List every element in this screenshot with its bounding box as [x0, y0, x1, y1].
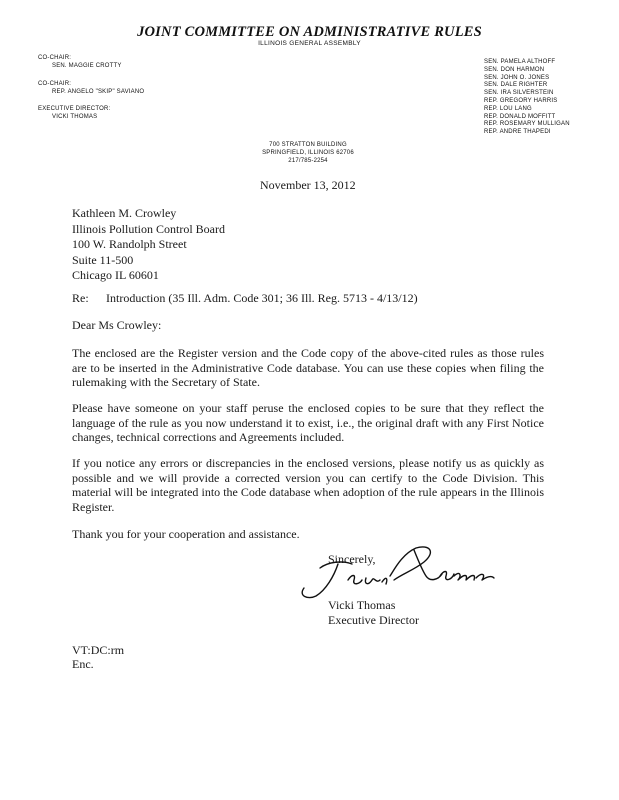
- body-paragraph: If you notice any errors or discrepancies in the enclosed versions, please notify us as quickly as possible and we will provide a corrected version you can certify to the Code Division. This material will be integrated into the Code database when adoption of the rule appears in the Illinois Register.: [72, 456, 544, 514]
- co-chair-2-name: REP. ANGELO "SKIP" SAVIANO: [52, 89, 145, 95]
- recipient-line: Kathleen M. Crowley: [72, 206, 177, 220]
- director-label: EXECUTIVE DIRECTOR:: [38, 106, 111, 112]
- body-paragraph: Thank you for your cooperation and assistance.: [72, 527, 300, 541]
- member-name: SEN. DON HARMON: [484, 66, 545, 73]
- member-name: SEN. DALE RIGHTER: [484, 82, 548, 89]
- recipient-address: [72, 206, 225, 284]
- co-chair-2-label: CO-CHAIR:: [38, 81, 72, 87]
- committee-subtitle: ILLINOIS GENERAL ASSEMBLY: [258, 40, 361, 47]
- subject-label: Re:: [72, 291, 89, 305]
- subject-line: [72, 291, 418, 306]
- committee-title: JOINT COMMITTEE ON ADMINISTRATIVE RULES: [137, 24, 482, 40]
- subject-text: Introduction (35 Ill. Adm. Code 301; 36 Ill. Reg. 5713 - 4/13/12): [106, 291, 418, 305]
- letter-date: November 13, 2012: [260, 178, 356, 192]
- address-line-1: 700 STRATTON BUILDING: [269, 142, 347, 148]
- member-name: SEN. IRA SILVERSTEIN: [484, 90, 554, 97]
- co-chair-1-label: CO-CHAIR:: [38, 55, 72, 61]
- director-name: VICKI THOMAS: [52, 114, 98, 120]
- signer-block: [328, 598, 419, 628]
- typist-initials: VT:DC:rm: [72, 643, 125, 657]
- address-phone: 217/785-2254: [288, 158, 328, 164]
- body-paragraph: Please have someone on your staff peruse the enclosed copies to be sure that they reflect the language of the rule as you now understand it to exist, i.e., the original draft with any First Notice changes, technical corrections and Agreements included.: [72, 401, 544, 444]
- recipient-line: 100 W. Randolph Street: [72, 237, 187, 251]
- recipient-line: Illinois Pollution Control Board: [72, 221, 226, 236]
- member-name: REP. LOU LANG: [484, 105, 532, 112]
- signer-name: Vicki Thomas: [328, 598, 396, 612]
- member-name: REP. ANDRE THAPEDI: [484, 129, 551, 136]
- salutation: Dear Ms Crowley:: [72, 318, 162, 332]
- recipient-line: Chicago IL 60601: [72, 268, 159, 282]
- member-name: REP. GREGORY HARRIS: [484, 98, 558, 104]
- member-name: SEN. PAMELA ALTHOFF: [484, 59, 556, 65]
- co-chair-1-name: SEN. MAGGIE CROTTY: [52, 63, 122, 69]
- enclosure-note: Enc.: [72, 657, 94, 671]
- recipient-line: Suite 11-500: [72, 252, 134, 267]
- reference-initials: [72, 643, 124, 671]
- closing: Sincerely,: [328, 552, 376, 566]
- member-name: REP. DONALD MOFFITT: [484, 113, 556, 120]
- address-line-2: SPRINGFIELD, ILLINOIS 62706: [262, 150, 354, 156]
- signer-title: Executive Director: [328, 613, 419, 627]
- member-name: REP. ROSEMARY MULLIGAN: [484, 121, 570, 128]
- member-name: SEN. JOHN O. JONES: [484, 74, 550, 81]
- body-paragraph: The enclosed are the Register version and the Code copy of the above-cited rules as those rules are to be inserted in the Administrative Code database. You can use these copies when filing the rulemaking with the Secretary of State.: [72, 346, 544, 389]
- committee-address: [258, 141, 358, 165]
